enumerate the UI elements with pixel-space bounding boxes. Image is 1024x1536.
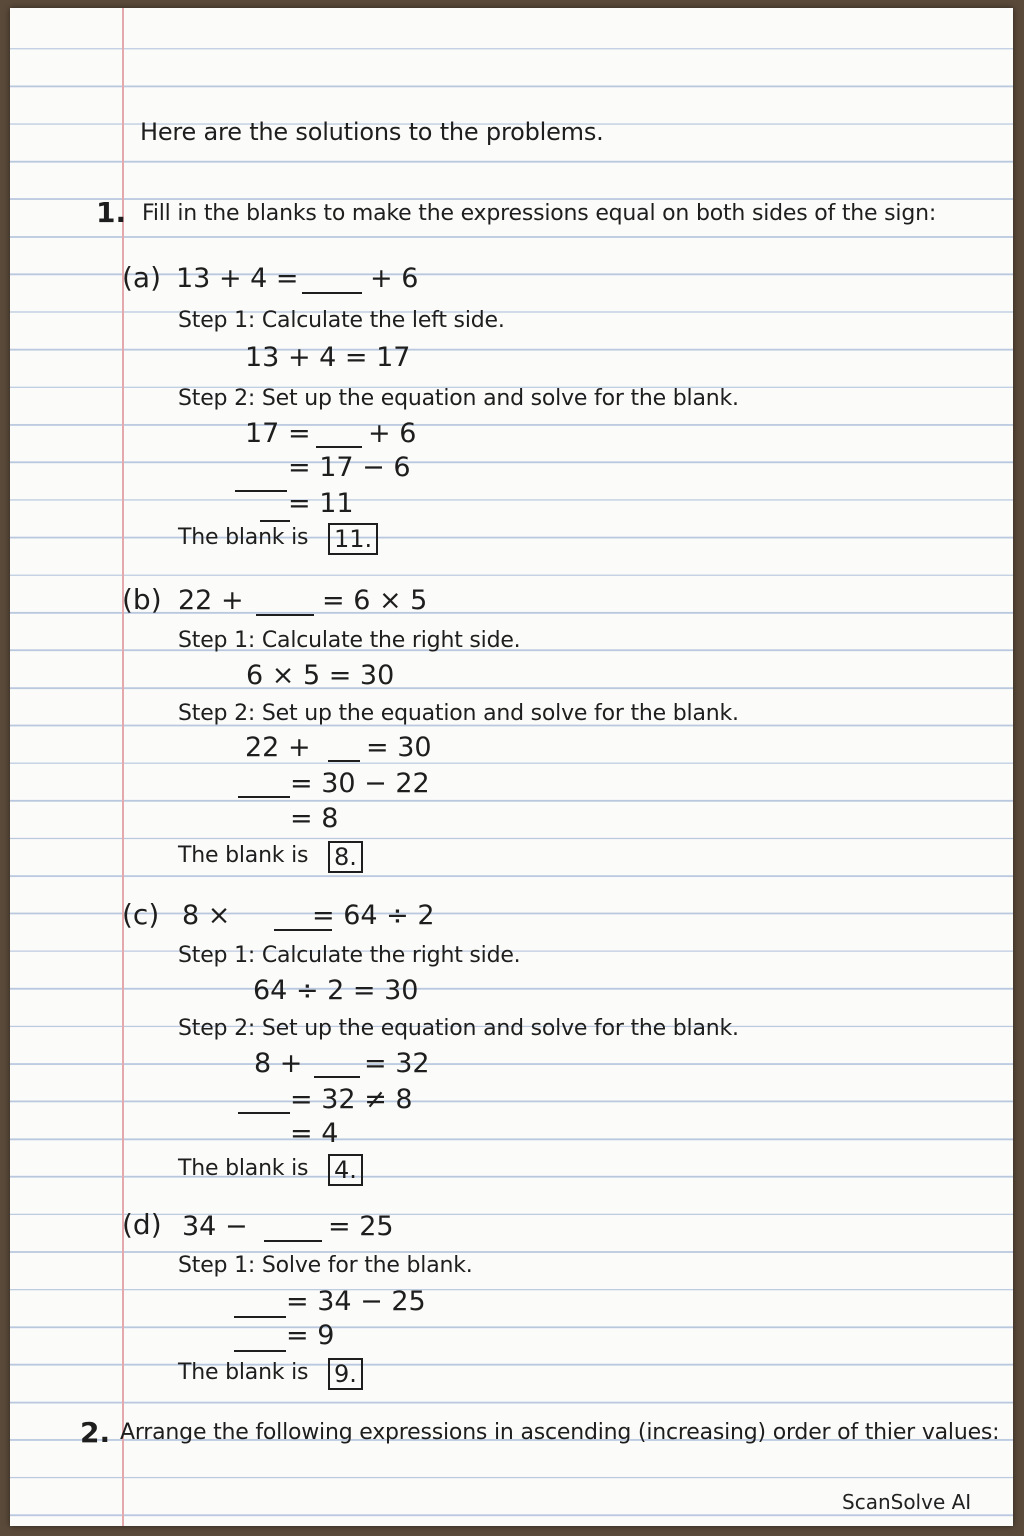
part-c-step1-equation: 64 ÷ 2 = 30 bbox=[253, 975, 419, 1006]
part-b-line1-right: = 30 bbox=[366, 732, 432, 763]
brand-watermark: ScanSolve AI bbox=[842, 1490, 972, 1514]
part-a-problem-right: + 6 bbox=[370, 263, 419, 294]
part-a-line1-blank bbox=[316, 446, 362, 448]
part-a-line2-blank bbox=[235, 490, 287, 492]
part-c-line2-right: = 32 ≠ 8 bbox=[290, 1084, 413, 1115]
part-b-line2-blank bbox=[238, 796, 290, 798]
part-a-step1-equation: 13 + 4 = 17 bbox=[245, 342, 411, 373]
question-1-number: 1. bbox=[96, 196, 127, 229]
part-b-problem-right: = 6 × 5 bbox=[322, 585, 428, 616]
part-b-step1: Step 1: Calculate the right side. bbox=[178, 628, 521, 653]
question-2-text: Arrange the following expressions in ascending (increasing) order of thier values: bbox=[120, 1420, 1000, 1445]
intro-text: Here are the solutions to the problems. bbox=[140, 118, 604, 146]
part-c-answer-box: 4. bbox=[328, 1154, 363, 1186]
part-a-answer-text: The blank is bbox=[178, 525, 309, 550]
part-a-line3-blank bbox=[260, 520, 290, 522]
notebook-page bbox=[10, 8, 1013, 1526]
part-b-problem-left: 22 + bbox=[178, 585, 244, 616]
part-d-line1-right: = 34 − 25 bbox=[286, 1286, 426, 1317]
question-1-text: Fill in the blanks to make the expressions equal on both sides of the sign: bbox=[142, 201, 937, 226]
part-d-line2-blank bbox=[234, 1350, 286, 1352]
part-c-step1: Step 1: Calculate the right side. bbox=[178, 943, 521, 968]
question-2-number: 2. bbox=[80, 1416, 111, 1449]
part-d-step1: Step 1: Solve for the blank. bbox=[178, 1253, 473, 1278]
part-b-problem-blank bbox=[256, 614, 314, 616]
part-c-line3-right: = 4 bbox=[290, 1118, 339, 1149]
part-b-line1-left: 22 + bbox=[245, 732, 311, 763]
part-d-line2-right: = 9 bbox=[286, 1320, 335, 1351]
part-d-answer-box: 9. bbox=[328, 1358, 363, 1390]
part-a-label: (a) bbox=[122, 261, 162, 294]
part-c-label: (c) bbox=[122, 898, 160, 931]
part-a-problem-blank bbox=[302, 292, 362, 294]
part-b-answer-box: 8. bbox=[328, 841, 363, 873]
part-a-step1: Step 1: Calculate the left side. bbox=[178, 308, 505, 333]
part-c-problem-right: = 64 ÷ 2 bbox=[312, 900, 435, 931]
part-a-line1-right: + 6 bbox=[368, 418, 417, 449]
part-a-line2-right: = 17 − 6 bbox=[288, 452, 411, 483]
part-a-line1-left: 17 = bbox=[245, 418, 311, 449]
part-a-answer-box: 11. bbox=[328, 523, 378, 555]
part-d-answer-text: The blank is bbox=[178, 1360, 309, 1385]
part-d-label: (d) bbox=[122, 1208, 162, 1241]
part-d-problem-right: = 25 bbox=[328, 1211, 394, 1242]
part-c-line1-blank bbox=[314, 1076, 360, 1078]
part-b-line2-right: = 30 − 22 bbox=[290, 768, 430, 799]
part-c-line1-left: 8 + bbox=[254, 1048, 303, 1079]
margin-line bbox=[122, 8, 124, 1526]
part-b-step1-equation: 6 × 5 = 30 bbox=[246, 660, 395, 691]
part-c-line2-blank bbox=[238, 1112, 290, 1114]
part-b-line1-blank bbox=[328, 760, 360, 762]
part-c-problem-left: 8 × bbox=[182, 900, 231, 931]
part-b-answer-text: The blank is bbox=[178, 843, 309, 868]
part-b-label: (b) bbox=[122, 583, 162, 616]
part-a-step2: Step 2: Set up the equation and solve for the blank. bbox=[178, 386, 739, 411]
part-b-step2: Step 2: Set up the equation and solve for the blank. bbox=[178, 701, 739, 726]
part-a-problem-left: 13 + 4 = bbox=[176, 263, 299, 294]
part-c-step2: Step 2: Set up the equation and solve for the blank. bbox=[178, 1016, 739, 1041]
part-c-line1-right: = 32 bbox=[364, 1048, 430, 1079]
part-c-answer-text: The blank is bbox=[178, 1156, 309, 1181]
part-a-line3-right: = 11 bbox=[288, 488, 354, 519]
part-b-line3-right: = 8 bbox=[290, 803, 339, 834]
part-d-line1-blank bbox=[234, 1316, 286, 1318]
part-d-problem-blank bbox=[264, 1240, 322, 1242]
part-d-problem-left: 34 − bbox=[182, 1211, 248, 1242]
